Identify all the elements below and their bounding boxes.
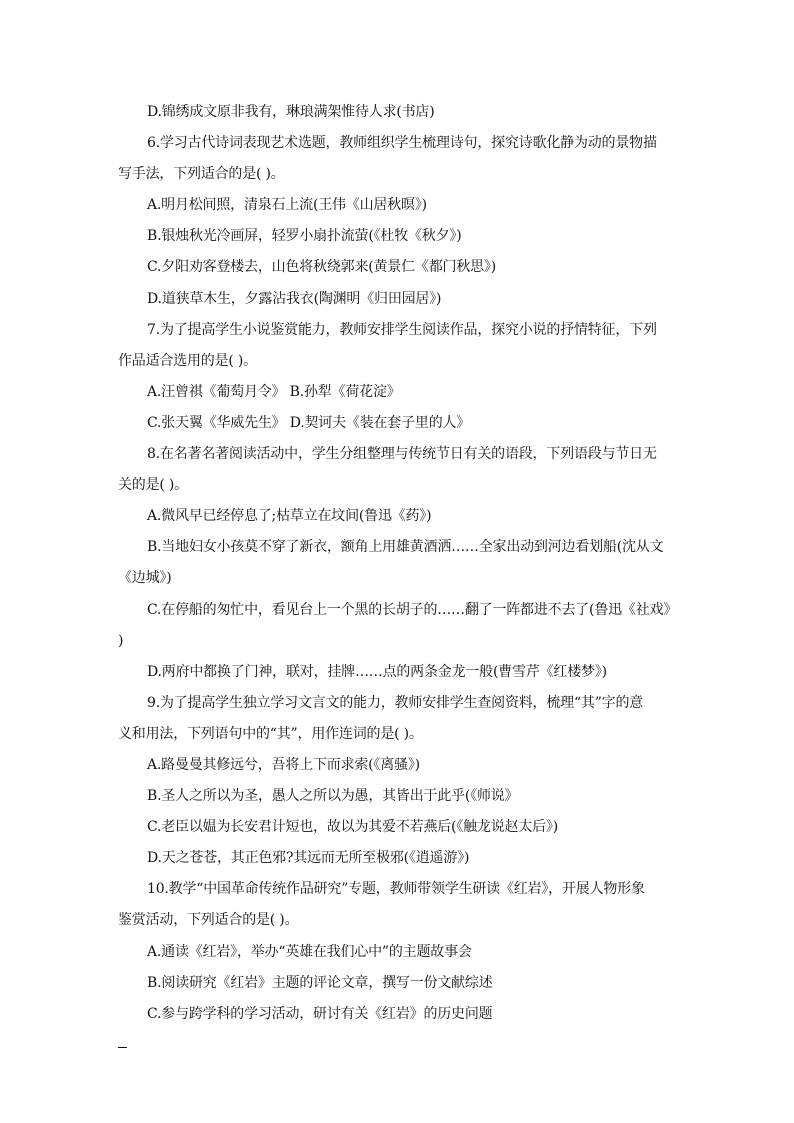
text-line: C.参与跨学科的学习活动，研讨有关《红岩》的历史问题 (147, 1005, 493, 1022)
text-line: ) (118, 632, 124, 649)
text-line: 8.在名著名著阅读活动中，学生分组整理与传统节日有关的语段，下列语段与节日无 (147, 446, 657, 463)
text-line: 作品适合选用的是( )。 (118, 352, 257, 369)
text-line: C.在停船的匆忙中，看见台上一个黑的长胡子的……翻了一阵都进不去了(鲁迅《社戏》 (147, 601, 678, 618)
document-body (118, 97, 698, 1030)
text-line: B.阅读研究《红岩》主题的评论文章，撰写一份文献综述 (147, 974, 493, 991)
page-footer-dash (118, 1047, 127, 1048)
text-line: 《边城》) (118, 570, 172, 587)
text-line: B.当地妇女小孩莫不穿了新衣，额角上用雄黄酒洒……全家出动到河边看划船(沈从文 (147, 539, 664, 556)
text-line: C.老臣以媪为长安君计短也，故以为其爱不若燕后(《触龙说赵太后》) (147, 819, 558, 836)
text-line: D.天之苍苍，其正色邪?其远而无所至极邪(《逍遥游》) (147, 850, 470, 867)
text-line: C.夕阳劝客登楼去，山色将秋绕郭来(黄景仁《都门秋思》) (147, 259, 496, 276)
text-line: A.明月松间照，清泉石上流(王伟《山居秋暝》) (147, 197, 427, 214)
text-line: 义和用法，下列语句中的“其”，用作连词的是( )。 (118, 725, 423, 742)
text-line: 鉴赏活动，下列适合的是( )。 (118, 912, 299, 929)
text-line: 写手法，下列适合的是( )。 (118, 166, 285, 183)
text-line: D.锦绣成文原非我有，琳琅满架惟待人求(书店) (147, 104, 435, 120)
text-line: A.汪曾祺《葡萄月令》 B.孙犁《荷花淀》 (147, 383, 401, 400)
text-line: 9.为了提高学生独立学习文言文的能力，教师安排学生查阅资料，梳理“其”字的意 (147, 694, 644, 711)
text-line: 10.教学“中国革命传统作品研究”专题，教师带领学生研读《红岩》，开展人物形象 (147, 881, 645, 898)
text-line: D.两府中都换了门神，联对，挂牌……点的两条金龙一般(曹雪芹《红楼梦》) (147, 663, 607, 680)
text-line: B.圣人之所以为圣，愚人之所以为愚，其皆出于此乎(《师说》 (147, 788, 519, 805)
text-line: 6.学习古代诗词表现艺术选题，教师组织学生梳理诗句，探究诗歌化静为动的景物描 (147, 135, 657, 152)
text-line: A.路曼曼其修远兮，吾将上下而求索(《离骚》) (147, 756, 420, 773)
text-line: A.微风早已经停息了;枯草立在坟间(鲁迅《药》) (147, 508, 432, 525)
text-line: C.张天翼《华威先生》 D.契诃夫《装在套子里的人》 (147, 414, 471, 431)
text-line: 关的是( )。 (118, 477, 188, 494)
text-line: 7.为了提高学生小说鉴赏能力，教师安排学生阅读作品，探究小说的抒情特征，下列 (147, 321, 657, 338)
text-line: B.银烛秋光冷画屏，轻罗小扇扑流萤(《杜牧《秋夕》) (147, 228, 462, 245)
text-line: D.道狭草木生，夕露沾我衣(陶渊明《归田园居》) (147, 290, 442, 307)
text-line: A.通读《红岩》，举办“英雄在我们心中”的主题故事会 (147, 943, 472, 960)
